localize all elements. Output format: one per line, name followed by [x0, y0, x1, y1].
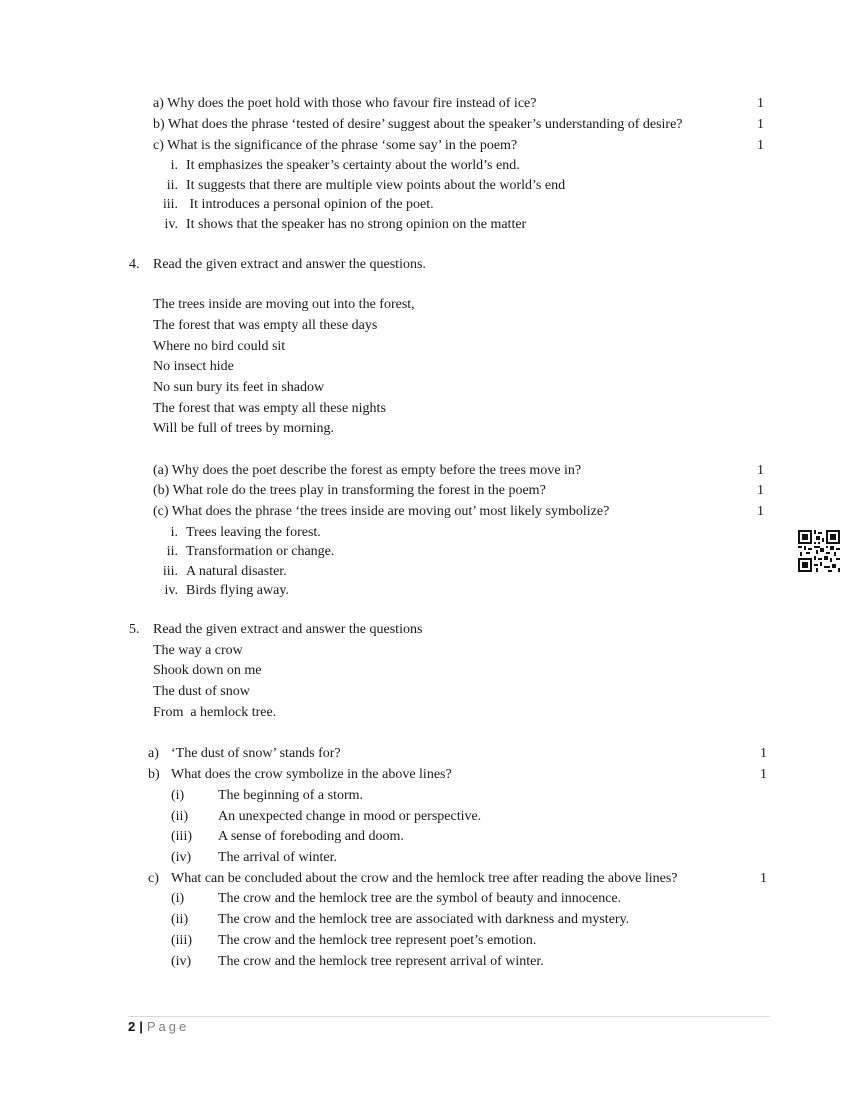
q5b-option-text: An unexpected change in mood or perspective. — [218, 809, 482, 824]
q4-option-num: ii. — [166, 544, 178, 559]
q3-option-num: iii. — [162, 197, 178, 212]
q3-option-text: It shows that the speaker has no strong opinion on the matter — [186, 217, 527, 232]
q4-question-c-mark: 1 — [757, 504, 764, 519]
q5-question-c-mark: 1 — [760, 871, 767, 886]
q4-poem-line: Where no bird could sit — [153, 339, 286, 354]
q3-question-a: a) Why does the poet hold with those who favour fire instead of ice? — [153, 96, 537, 111]
q5b-option-num: (ii) — [171, 809, 189, 824]
q5-instruction: Read the given extract and answer the questions — [153, 622, 423, 637]
q5c-option-text: The crow and the hemlock tree are associated with darkness and mystery. — [218, 912, 630, 927]
q4-question-c: (c) What does the phrase ‘the trees inside are moving out’ most likely symbolize? — [153, 504, 610, 519]
q5-question-a-mark: 1 — [760, 746, 767, 761]
q5c-option-num: (i) — [171, 891, 185, 906]
q4-poem-line: The trees inside are moving out into the forest, — [153, 297, 415, 312]
q5b-option-text: The arrival of winter. — [218, 850, 337, 865]
q4-instruction: Read the given extract and answer the questions. — [153, 257, 426, 272]
q4-poem-line: No insect hide — [153, 359, 234, 374]
q5b-option-num: (i) — [171, 788, 185, 803]
q5-question-b-label: b) — [148, 767, 160, 782]
page-label: Page — [146, 1019, 190, 1034]
q4-poem-line: No sun bury its feet in shadow — [153, 380, 325, 395]
q5-number: 5. — [129, 622, 140, 637]
q5-poem-line: From a hemlock tree. — [153, 705, 277, 720]
q5-question-a: ‘The dust of snow’ stands for? — [171, 746, 341, 761]
q4-option-num: iv. — [164, 583, 178, 598]
q4-question-a: (a) Why does the poet describe the forest as empty before the trees move in? — [153, 463, 582, 478]
q5b-option-num: (iii) — [171, 829, 192, 844]
q5-poem-line: The dust of snow — [153, 684, 250, 699]
q5c-option-text: The crow and the hemlock tree represent arrival of winter. — [218, 954, 544, 969]
q3-option-num: ii. — [166, 178, 178, 193]
q4-number: 4. — [129, 257, 140, 272]
footer-divider — [128, 1016, 770, 1017]
q5-question-a-label: a) — [148, 746, 159, 761]
q4-poem-line: Will be full of trees by morning. — [153, 421, 335, 436]
q4-option-text: Birds flying away. — [186, 583, 289, 598]
q4-option-text: Transformation or change. — [186, 544, 335, 559]
q4-question-b: (b) What role do the trees play in transforming the forest in the poem? — [153, 483, 546, 498]
q5b-option-text: A sense of foreboding and doom. — [218, 829, 404, 844]
q5b-option-num: (iv) — [171, 850, 192, 865]
q4-question-b-mark: 1 — [757, 483, 764, 498]
q3-question-b-mark: 1 — [757, 117, 764, 132]
q4-option-num: i. — [170, 525, 178, 540]
q5c-option-text: The crow and the hemlock tree represent poet’s emotion. — [218, 933, 537, 948]
q4-question-a-mark: 1 — [757, 463, 764, 478]
q3-question-c: c) What is the significance of the phrase ‘some say’ in the poem? — [153, 138, 518, 153]
q3-option-text: It suggests that there are multiple view points about the world’s end — [186, 178, 566, 193]
q5-question-b: What does the crow symbolize in the above lines? — [171, 767, 452, 782]
q5c-option-num: (iv) — [171, 954, 192, 969]
page-number: 2 — [128, 1019, 136, 1034]
q4-option-text: Trees leaving the forest. — [186, 525, 321, 540]
q5c-option-num: (iii) — [171, 933, 192, 948]
footer-separator: | — [139, 1019, 143, 1034]
q3-option-num: iv. — [164, 217, 178, 232]
q5c-option-num: (ii) — [171, 912, 189, 927]
q5b-option-text: The beginning of a storm. — [218, 788, 364, 803]
q4-option-text: A natural disaster. — [186, 564, 287, 579]
q5-question-c-label: c) — [148, 871, 159, 886]
page-footer — [128, 1019, 189, 1034]
q3-question-b: b) What does the phrase ‘tested of desire’ suggest about the speaker’s understanding of desire? — [153, 117, 683, 132]
q5-poem-line: The way a crow — [153, 643, 243, 658]
q3-option-num: i. — [170, 158, 178, 173]
q3-question-c-mark: 1 — [757, 138, 764, 153]
qr-code-icon — [798, 530, 840, 572]
q4-poem-line: The forest that was empty all these days — [153, 318, 378, 333]
q3-option-text: It introduces a personal opinion of the poet. — [186, 197, 434, 212]
q4-option-num: iii. — [162, 564, 178, 579]
q5-question-c: What can be concluded about the crow and the hemlock tree after reading the above lines? — [171, 871, 678, 886]
q3-option-text: It emphasizes the speaker’s certainty about the world’s end. — [186, 158, 520, 173]
q5-poem-line: Shook down on me — [153, 663, 262, 678]
q4-poem-line: The forest that was empty all these nights — [153, 401, 386, 416]
q3-question-a-mark: 1 — [757, 96, 764, 111]
q5c-option-text: The crow and the hemlock tree are the symbol of beauty and innocence. — [218, 891, 622, 906]
q5-question-b-mark: 1 — [760, 767, 767, 782]
